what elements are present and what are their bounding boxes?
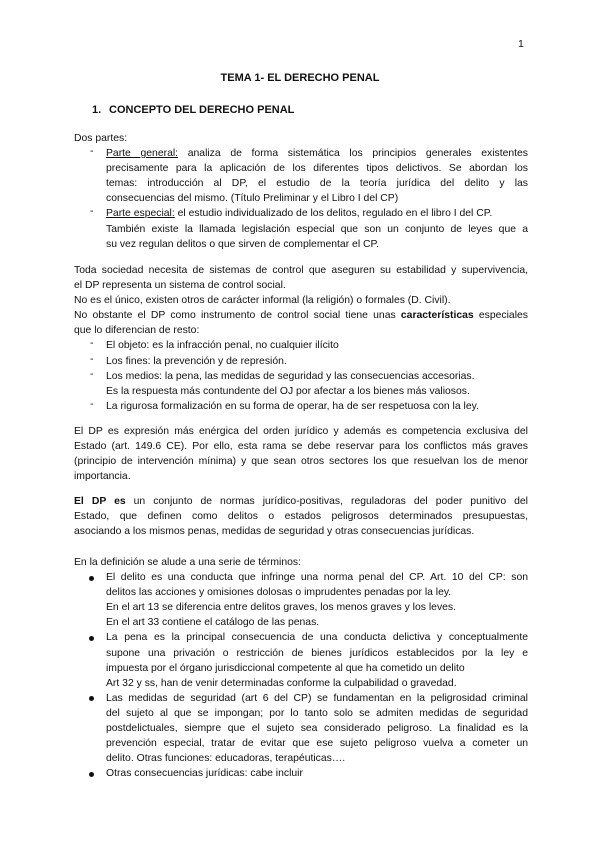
dash-marker: -: [90, 398, 94, 410]
page-title: TEMA 1- EL DERECHO PENAL: [220, 72, 380, 84]
bold-term: características: [400, 310, 474, 322]
list-item: La pena es la principal consecuencia de una conducta delictiva y conceptualmente supone una privación o restricción de bienes jurídicos establecidos por la ley e impuesta por el órgano jurisdiccional competente al que ha cometido un delito Art 32 y ss, han de venir determinadas conforme la culpabilidad o gravedad.: [74, 630, 528, 690]
dash-marker: -: [90, 146, 94, 158]
bullet-marker: [89, 636, 94, 641]
list-item: Otras consecuencias jurídicas: cabe incluir: [74, 766, 528, 781]
paragraph-state: El DP es expresión más enérgica del orden jurídico y además es competencia exclusiva del Estado (art. 149.6 CE). Por ello, esta rama se debe reservar para los conflictos más graves (principio de intervención mínima) y que sean otros sectores los que resuelvan los de menor importancia.: [74, 426, 528, 483]
page-number: 1: [518, 38, 524, 50]
parts-block: [74, 131, 528, 252]
dash-marker: -: [90, 338, 94, 350]
part-term: Parte especial:: [106, 208, 175, 220]
section-title: CONCEPTO DEL DERECHO PENAL: [109, 104, 295, 116]
bullet-marker: [89, 576, 94, 581]
list-item: - El objeto: es la infracción penal, no cualquier ilícito: [90, 338, 339, 352]
list-item: - La rigurosa formalización en su forma de operar, ha de ser respetuosa con la ley.: [90, 398, 479, 412]
dash-marker: -: [90, 368, 94, 380]
bullet-marker: [89, 772, 94, 777]
dash-marker: -: [90, 353, 94, 365]
paragraph-definition: El DP es un conjunto de normas jurídico-positivas, reguladoras del poder punitivo del Estado, que definen como delitos o estados peligrosos determinados presupuestas, asociando a los mismos penas, medidas de seguridad y otras consecuencias jurídicas.: [74, 496, 528, 538]
list-item: - Parte general: analiza de forma sistemática los principios generales existentes precisamente para la aplicación de los diferentes tipos delictivos. Se abordan los temas: introducción al DP, el estudio de la teoría jurídica del delito y las consecuencias del mismo. (Título Preliminar y el Libro I del CP): [90, 146, 529, 205]
section-number: 1.: [92, 104, 102, 116]
list-item: - Los medios: la pena, las medidas de seguridad y las consecuencias accesorias. Es la respuesta más contundente del OJ por afectar a los bienes más valiosos.: [90, 368, 475, 397]
section-heading: [92, 104, 294, 116]
list-item: El delito es una conducta que infringe una norma penal del CP. Art. 10 del CP: son delitos las acciones y omisiones dolosas o imprudentes penadas por la ley. En el art 13 se diferencia entre delitos graves, los menos graves y los leves. En el art 33 contiene el catálogo de las penas.: [74, 570, 528, 630]
intro-text: Dos partes:: [74, 133, 128, 144]
bold-term: El DP es: [74, 496, 126, 507]
terms-block: En la definición se alude a una serie de términos: El delito es una conducta que infringe una norma penal del CP. Art. 10 del CP: son delitos las acciones y omisiones dolosas o imprudentes penadas por la ley. En el art 13 se diferencia entre delitos graves, los menos graves y los leves. En el art 33 contiene el catálogo de las penas. La pena es la principal consecuencia de una conducta delictiva y conceptualmente supone una privación o restricción de bienes jurídicos establecidos por la ley e impuesta por el órgano jurisdiccional competente al que ha cometido un delito Art 32 y ss, han de venir determinadas conforme la culpabilidad o gravedad. Las medidas de seguridad (art 6 del CP) se fundamentan en la peligrosidad criminal del sujeto al que se impongan; por lo tanto solo se admiten medidas de seguridad postdelictuales, siempre que el sujeto sea considerado peligroso. La finalidad es la prevención especial, tratar de evitar que ese sujeto peligroso vuelva a cometer un delito. Otras funciones: educadoras, terapéuticas…. Otras consecuencias jurídicas: cabe incluir: [74, 555, 528, 781]
list-item: - Parte especial: el estudio individualizado de los delitos, regulado en el libro I del CP. También existe la llamada legislación especial que son un conjunto de leyes que a su vez regulan delitos o que sirven de complementar el CP.: [90, 206, 528, 250]
list-item: - Los fines: la prevención y de represión.: [90, 353, 287, 367]
part-term: Parte general:: [106, 148, 179, 160]
bullet-marker: [89, 696, 94, 701]
paragraph-control: Toda sociedad necesita de sistemas de control que aseguren su estabilidad y supervivencia, el DP representa un sistema de control social. No es el único, existen otros de carácter informal (la religión) o formales (D. Civil). No obstante el DP como instrumento de control social tiene unas características especiales que lo diferencian de resto: - El objeto: es la infracción penal, no cualquier ilícito - Los fines: la prevención y de represión. - Los medios: la pena, las medidas de seguridad y las consecuencias accesorias. Es la respuesta más contundente del OJ por afectar a los bienes más valiosos. - La rigurosa formalización en su forma de operar, ha de ser respetuosa con la ley.: [74, 263, 528, 414]
dash-marker: -: [90, 206, 94, 218]
list-item: Las medidas de seguridad (art 6 del CP) se fundamentan en la peligrosidad criminal del sujeto al que se impongan; por lo tanto solo se admiten medidas de seguridad postdelictuales, siempre que el sujeto sea considerado peligroso. La finalidad es la prevención especial, tratar de evitar que ese sujeto peligroso vuelva a cometer un delito. Otras funciones: educadoras, terapéuticas….: [74, 691, 528, 766]
